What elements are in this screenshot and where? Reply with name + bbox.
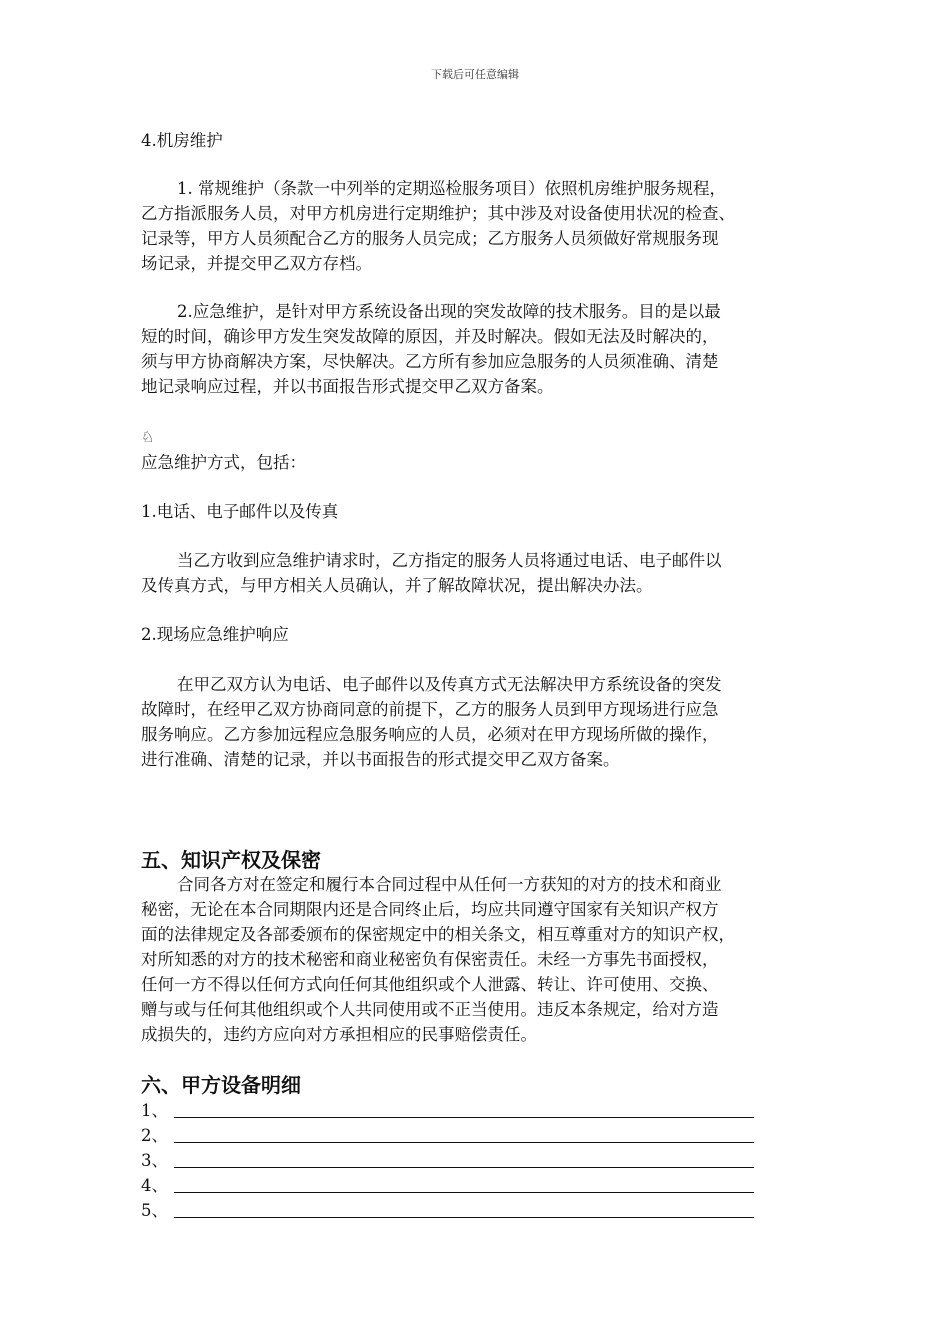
paragraph-line: 地记录响应过程，并以书面报告形式提交甲乙双方备案。 <box>141 377 554 396</box>
section-5-paragraph <box>141 872 821 1047</box>
equipment-row <box>141 1098 173 1123</box>
paragraph-line: 场记录，并提交甲乙双方存档。 <box>141 254 372 273</box>
equipment-row-number: 4、 <box>141 1176 168 1195</box>
equipment-row <box>141 1148 173 1173</box>
emergency-modes-label: 应急维护方式，包括： <box>141 453 306 472</box>
equipment-row-number: 3、 <box>141 1151 168 1170</box>
equipment-row-number: 2、 <box>141 1126 168 1145</box>
equipment-fill-line <box>174 1192 754 1193</box>
section-4-title: 4.机房维护 <box>141 131 223 150</box>
equipment-fill-line <box>174 1117 754 1118</box>
paragraph-line: 任何一方不得以任何方式向任何其他组织或个人泄露、转让、许可使用、交换、 <box>141 975 719 994</box>
paragraph-line: 对所知悉的对方的技术秘密和商业秘密负有保密责任。未经一方事先书面授权， <box>141 950 719 969</box>
emergency-maintenance-paragraph <box>141 299 821 399</box>
mode-2-title: 2.现场应急维护响应 <box>141 625 289 644</box>
paragraph-line: 秘密，无论在本合同期限内还是合同终止后，均应共同遵守国家有关知识产权方 <box>141 900 719 919</box>
paragraph-line: 须与甲方协商解决方案，尽快解决。乙方所有参加应急服务的人员须准确、清楚 <box>141 352 719 371</box>
paragraph-line: 服务响应。乙方参加远程应急服务响应的人员，必须对在甲方现场所做的操作， <box>141 725 719 744</box>
paragraph-line: 1. 常规维护（条款一中列举的定期巡检服务项目）依照机房维护服务规程， <box>177 179 726 198</box>
paragraph-line: 记录等，甲方人员须配合乙方的服务人员完成；乙方服务人员须做好常规服务现 <box>141 229 719 248</box>
paragraph-line: 乙方指派服务人员，对甲方机房进行定期维护；其中涉及对设备使用状况的检查、 <box>141 204 735 223</box>
equipment-fill-line <box>174 1167 754 1168</box>
page-header: 下载后可任意编辑 <box>431 68 519 81</box>
paragraph-line: 在甲乙双方认为电话、电子邮件以及传真方式无法解决甲方系统设备的突发 <box>177 675 722 694</box>
mode-2-paragraph <box>141 672 821 772</box>
paragraph-line: 故障时，在经甲乙双方协商同意的前提下，乙方的服务人员到甲方现场进行应急 <box>141 700 719 719</box>
equipment-fill-line <box>174 1217 754 1218</box>
equipment-fill-line <box>174 1142 754 1143</box>
equipment-row <box>141 1173 173 1198</box>
routine-maintenance-paragraph <box>141 176 821 276</box>
paragraph-line: 2.应急维护，是针对甲方系统设备出现的突发故障的技术服务。目的是以最 <box>177 302 721 321</box>
paragraph-line: 赠与或与任何其他组织或个人共同使用或不正当使用。违反本条规定，给对方造 <box>141 1000 719 1019</box>
equipment-row <box>141 1123 173 1148</box>
paragraph-line: 合同各方对在签定和履行本合同过程中从任何一方获知的对方的技术和商业 <box>177 875 722 894</box>
paragraph-line: 短的时间，确诊甲方发生突发故障的原因，并及时解决。假如无法及时解决的， <box>141 327 719 346</box>
decorative-glyph: ♘ <box>141 428 155 446</box>
section-6-heading: 六、甲方设备明细 <box>141 1073 301 1097</box>
equipment-row <box>141 1198 173 1223</box>
equipment-row-number: 1、 <box>141 1101 168 1120</box>
mode-1-title: 1.电话、电子邮件以及传真 <box>141 502 339 521</box>
paragraph-line: 面的法律规定及各部委颁布的保密规定中的相关条文，相互尊重对方的知识产权， <box>141 925 735 944</box>
paragraph-line: 及传真方式，与甲方相关人员确认，并了解故障状况，提出解决办法。 <box>141 576 653 595</box>
mode-1-paragraph <box>141 548 821 598</box>
section-5-heading: 五、知识产权及保密 <box>141 848 321 872</box>
equipment-row-number: 5、 <box>141 1201 168 1220</box>
paragraph-line: 进行准确、清楚的记录，并以书面报告的形式提交甲乙双方备案。 <box>141 750 620 769</box>
paragraph-line: 成损失的，违约方应向对方承担相应的民事赔偿责任。 <box>141 1025 537 1044</box>
paragraph-line: 当乙方收到应急维护请求时，乙方指定的服务人员将通过电话、电子邮件以 <box>177 551 722 570</box>
